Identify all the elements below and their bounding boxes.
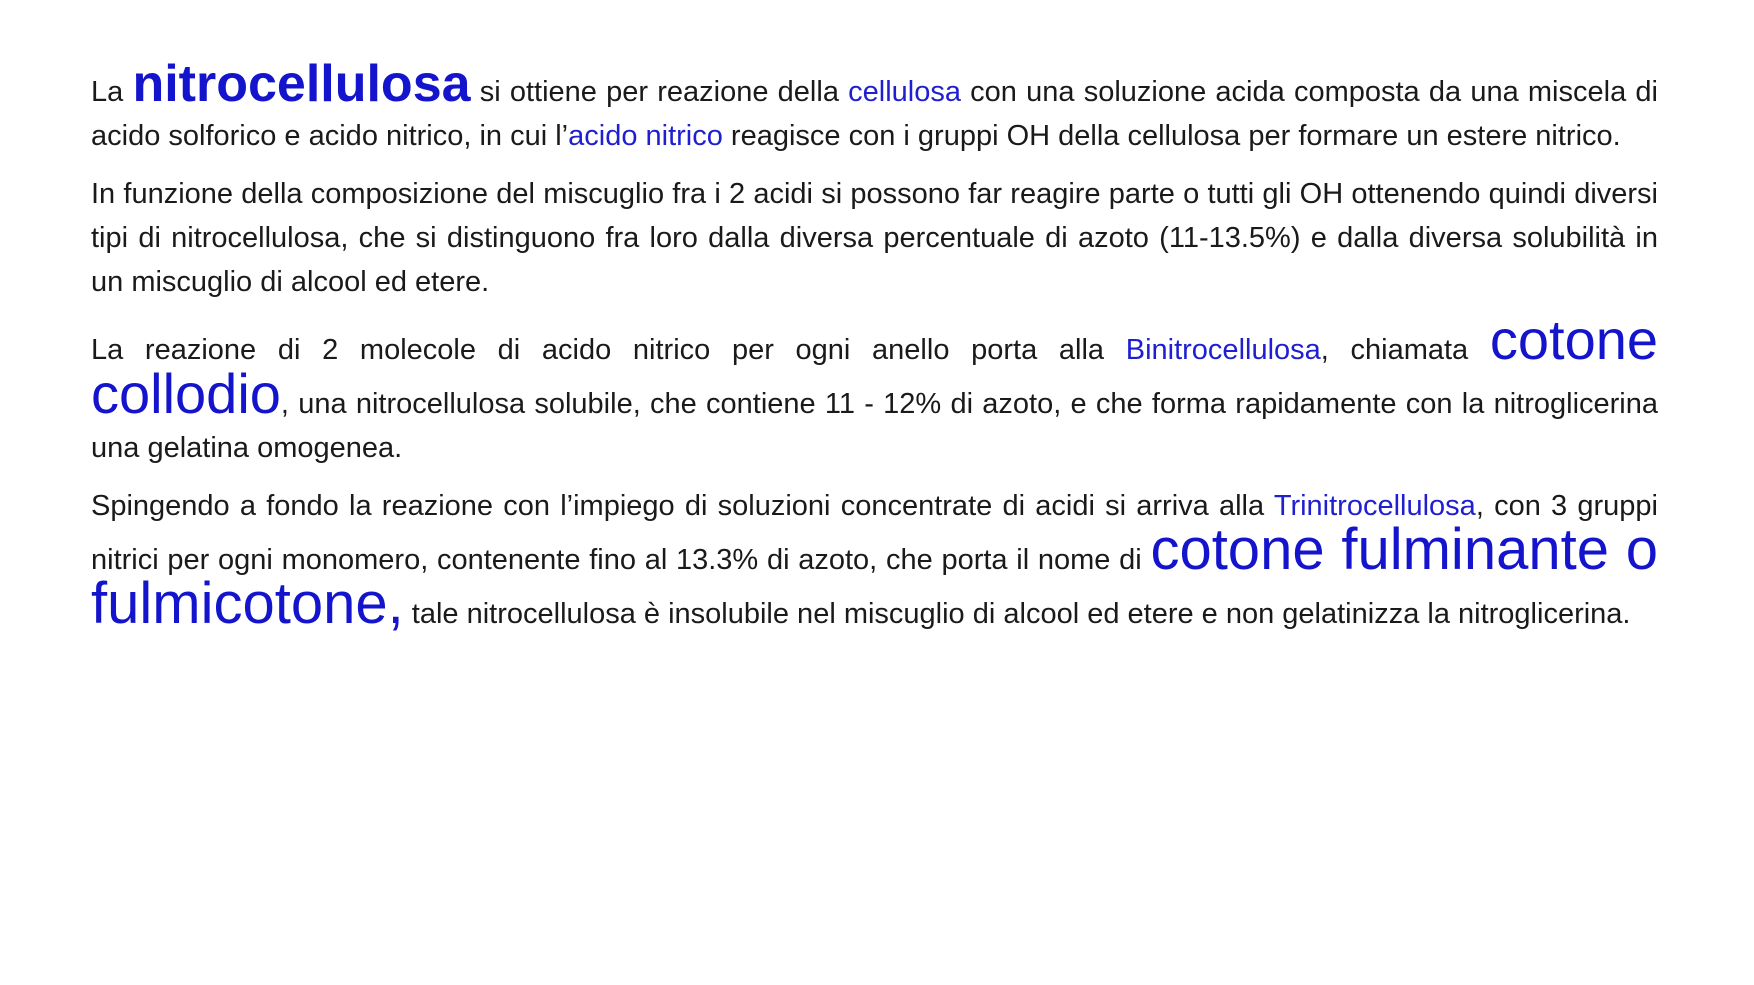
text-segment: In funzione della composizione del miscuglio fra i 2 acidi si possono far reagire parte o tutti gli OH ottenendo quindi diversi tipi di nitrocellulosa, che si distinguono fra loro dalla diversa percentuale di azoto (11-13.5%) e dalla diversa solubilità in un miscuglio di alcool ed etere. <box>91 178 1658 298</box>
slide-content <box>91 55 1659 636</box>
term-binitrocellulosa: Binitrocellulosa <box>1125 334 1321 366</box>
term-nitrocellulosa: nitrocellulosa <box>132 55 471 113</box>
text-segment: , chiamata <box>1320 334 1490 366</box>
text-segment: tale nitrocellulosa è insolubile nel miscuglio di alcool ed etere e non gelatinizza la nitroglicerina. <box>403 598 1631 630</box>
text-segment: reagisce con i gruppi OH della cellulosa per formare un estere nitrico. <box>722 120 1621 152</box>
text-segment: , con 3 gruppi nitrici per ogni monomero, contenente fino al 13.3% di azoto, che porta il nome di <box>91 490 1659 576</box>
text-segment: si ottiene per reazione della <box>470 76 849 108</box>
term-cellulosa: cellulosa <box>848 76 961 108</box>
paragraph-composizione <box>91 172 1658 304</box>
term-cotone-collodio: cotone collodio <box>91 308 1659 425</box>
paragraph-trinitrocellulosa <box>91 484 1658 636</box>
paragraph-binitrocellulosa <box>91 308 1659 470</box>
text-segment: La <box>91 76 133 108</box>
term-cotone-fulminante: cotone fulminante o fulmicotone, <box>91 517 1658 636</box>
text-segment: La reazione di 2 molecole di acido nitrico per ogni anello porta alla <box>91 334 1126 366</box>
paragraph-nitrocellulosa-intro <box>91 55 1658 158</box>
term-trinitrocellulosa: Trinitrocellulosa <box>1273 490 1476 522</box>
text-segment: Spingendo a fondo la reazione con l’impiego di soluzioni concentrate di acidi si arriva alla <box>91 490 1274 522</box>
text-segment: , una nitrocellulosa solubile, che contiene 11 - 12% di azoto, e che forma rapidamente con la nitroglicerina una gelatina omogenea. <box>91 388 1658 464</box>
text-segment: con una soluzione acida composta da una miscela di acido solforico e acido nitrico, in cui l’ <box>91 76 1658 152</box>
term-acido-nitrico: acido nitrico <box>568 120 723 152</box>
